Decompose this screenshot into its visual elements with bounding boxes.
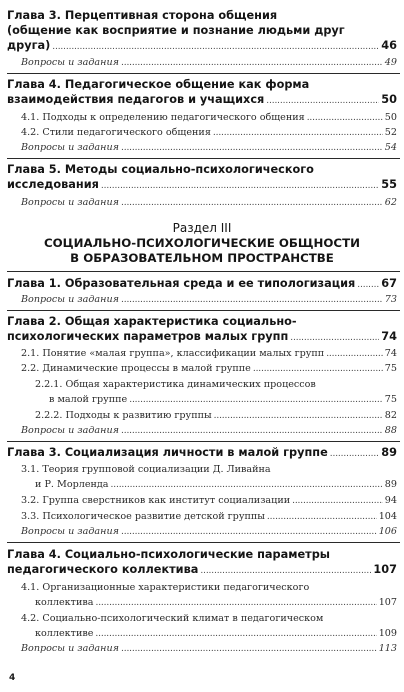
subsection-4-2-line-2: коллективе . . . 109	[35, 626, 397, 642]
divider	[7, 73, 400, 74]
section-title-line-2: В ОБРАЗОВАТЕЛЬНОМ ПРОСТРАНСТВЕ	[70, 251, 334, 265]
chapter-4-title-line-1: Глава 4. Педагогическое общение как форма	[7, 78, 310, 91]
subsection-4-1-line-1: 4.1. Организационные характеристики педагогического	[21, 582, 310, 593]
section-number: Раздел III	[172, 221, 232, 235]
s3-chapter-2-title-line-1: Глава 2. Общая характеристика социально-	[7, 315, 297, 328]
chapter-3-questions: Вопросы и задания . . . 49	[21, 55, 397, 71]
subsection-3-3: 3.3. Психологическое развитие детской группы . . . 104	[21, 509, 397, 525]
subsection-2-2-2: 2.2.2. Подходы к развитию группы . . . 82	[35, 408, 397, 424]
subsection-3-2: 3.2. Группа сверстников как институт социализации . . . 94	[21, 493, 397, 509]
s3-chapter-4-title-line-1: Глава 4. Социально-психологические параметры	[7, 548, 331, 561]
subsection-4-1: 4.1. Подходы к определению педагогического общения . . . 50	[21, 110, 397, 126]
subsection-4-1-line-2: коллектива . . . 107	[35, 595, 397, 611]
subsection-3-1-line-2: и Р. Морленда . . . 89	[35, 477, 397, 493]
chapter-3-title-line-2: (общение как восприятие и познание людьми друг	[7, 24, 345, 37]
divider	[7, 441, 400, 442]
chapter-5-questions: Вопросы и задания . . . 62	[21, 195, 397, 211]
chapter-3-page: 46	[381, 39, 397, 52]
divider	[7, 310, 400, 311]
subsection-2-2-1-line-2: в малой группе . . . 75	[49, 392, 397, 408]
subsection-3-1-line-1: 3.1. Теория групповой социализации Д. Ливайна	[21, 464, 271, 475]
subsection-4-2-line-1: 4.2. Социально-психологический климат в педагогическом	[21, 613, 324, 624]
s3-chapter-3-title: Глава 3. Социализация личности в малой группе . . . 89	[7, 445, 397, 462]
subsection-2-2: 2.2. Динамические процессы в малой группе . . . 75	[21, 361, 397, 377]
divider	[7, 542, 400, 543]
subsection-2-1: 2.1. Понятие «малая группа», классификации малых групп . . . 74	[21, 346, 397, 362]
s3-chapter-2-title-line-2: психологических параметров малых групп . . . 74	[7, 329, 397, 346]
chapter-3-title-line-1: Глава 3. Перцептивная сторона общения	[7, 9, 278, 22]
s3-chapter-1-title: Глава 1. Образовательная среда и ее типологизация . . . 67	[7, 276, 397, 293]
chapter-5-title-line-1: Глава 5. Методы социально-психологического	[7, 163, 314, 176]
chapter-4-questions: Вопросы и задания . . . 54	[21, 140, 397, 156]
chapter-3-title-line-3: друга) . . . 46	[7, 38, 397, 55]
divider	[7, 158, 400, 159]
s3-chapter-3-questions: Вопросы и задания . . . 106	[21, 524, 397, 540]
section-title-line-1: СОЦИАЛЬНО-ПСИХОЛОГИЧЕСКИЕ ОБЩНОСТИ	[43, 236, 361, 250]
s3-chapter-1-questions: Вопросы и задания . . . 73	[21, 292, 397, 308]
s3-chapter-4-questions: Вопросы и задания . . . 113	[21, 641, 397, 657]
subsection-2-2-1-line-1: 2.2.1. Общая характеристика динамических процессов	[35, 379, 316, 390]
divider	[7, 271, 400, 272]
s3-chapter-2-questions: Вопросы и задания . . . 88	[21, 423, 397, 439]
page-number: 4	[9, 673, 16, 683]
subsection-4-2: 4.2. Стили педагогического общения . . . 52	[21, 125, 397, 141]
chapter-4-title-line-2: взаимодействия педагогов и учащихся . . . 50	[7, 92, 397, 109]
s3-chapter-4-title-line-2: педагогического коллектива . . . 107	[7, 562, 397, 579]
chapter-5-title-line-2: исследования . . . 55	[7, 177, 397, 194]
